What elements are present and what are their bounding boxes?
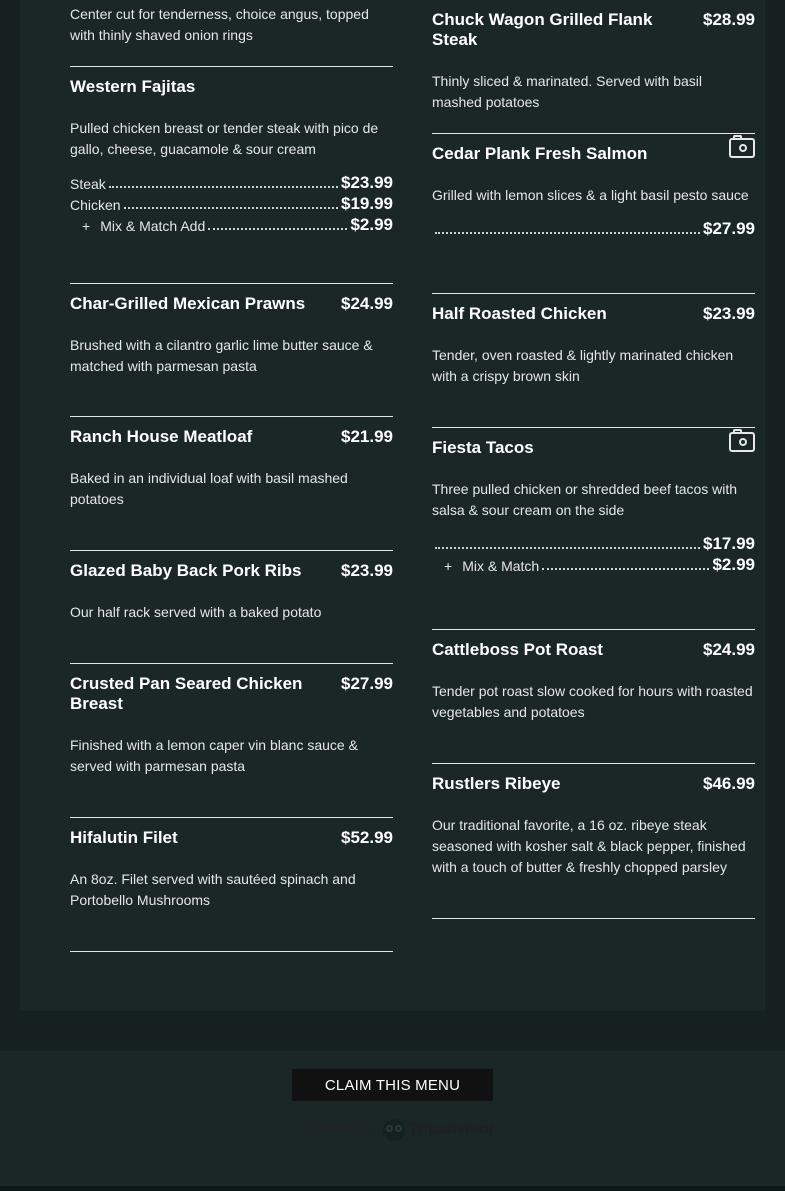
price-option-row <box>432 218 755 239</box>
menu-item-description: Baked in an individual loaf with basil mashed potatoes <box>70 470 348 507</box>
menu-item-header <box>70 828 393 848</box>
tripadvisor-brand: Tripadvisor <box>408 1121 495 1138</box>
footer <box>0 1051 785 1186</box>
dot-leader <box>109 185 338 188</box>
price-option-label: Steak <box>70 176 106 192</box>
menu-item-description: Three pulled chicken or shredded beef tacos with salsa & sour cream on the side <box>432 481 738 518</box>
menu-item-price: $21.99 <box>341 427 393 446</box>
menu-item-header <box>70 294 393 314</box>
bottom-bar <box>0 1186 785 1191</box>
menu-item <box>432 630 755 764</box>
menu-item-name: Char-Grilled Mexican Prawns <box>70 294 306 313</box>
menu-item-description: Our half rack served with a baked potato <box>70 604 322 620</box>
menu-item <box>432 294 755 428</box>
menu-item-header <box>432 774 755 794</box>
menu-item-description: Our traditional favorite, a 16 oz. ribeye steak seasoned with kosher salt & black pepper, finished with a touch of butter & freshly chopped parsley <box>432 817 746 875</box>
price-option-price: $19.99 <box>341 194 393 213</box>
menu-item-header <box>70 674 393 714</box>
menu-item-description: An 8oz. Filet served with sautéed spinach and Portobello Mushrooms <box>70 871 356 908</box>
menu-item-description: Grilled with lemon slices & a light basil pesto sauce <box>432 187 749 203</box>
powered-by-tripadvisor[interactable] <box>294 1117 495 1143</box>
camera-icon[interactable] <box>729 138 755 158</box>
menu-item-header <box>432 304 755 324</box>
plus-icon: + <box>82 218 91 234</box>
menu-item-header <box>70 427 393 447</box>
dot-leader <box>435 546 700 549</box>
menu-item-name: Half Roasted Chicken <box>432 304 607 323</box>
menu-item-name: Cedar Plank Fresh Salmon <box>432 144 648 163</box>
menu-item-name: Crusted Pan Seared Chicken Breast <box>70 674 303 713</box>
menu-item <box>432 764 755 919</box>
camera-icon[interactable] <box>729 432 755 452</box>
tripadvisor-owl-icon <box>383 1119 405 1141</box>
price-option-price: $2.99 <box>350 215 393 234</box>
menu-panel <box>20 0 765 1011</box>
plus-icon: + <box>444 558 453 574</box>
price-option-row <box>70 193 393 214</box>
menu-item-name: Western Fajitas <box>70 77 196 96</box>
menu-item <box>70 284 393 417</box>
menu-item-price: $23.99 <box>703 304 755 323</box>
menu-item-description: Center cut for tenderness, choice angus, topped with thinly shaved onion rings <box>70 6 369 43</box>
menu-item-options <box>432 218 755 239</box>
menu-item-price: $24.99 <box>703 640 755 659</box>
menu-item-name: Ranch House Meatloaf <box>70 427 253 446</box>
menu-item-name: Hifalutin Filet <box>70 828 178 847</box>
menu-item <box>70 67 393 284</box>
menu-item-price: $24.99 <box>341 294 393 313</box>
price-option-price: $2.99 <box>712 555 755 574</box>
menu-item-header <box>432 438 755 458</box>
menu-item-price: $23.99 <box>341 561 393 580</box>
price-option-label: Mix & Match <box>462 558 540 574</box>
price-option-row <box>432 554 755 575</box>
menu-item <box>432 134 755 294</box>
price-option-row <box>70 172 393 193</box>
dot-leader <box>435 231 700 234</box>
menu-item <box>432 428 755 630</box>
menu-item <box>70 818 393 952</box>
menu-item-price: $46.99 <box>703 774 755 793</box>
price-option-price: $17.99 <box>703 534 755 553</box>
price-option-price: $27.99 <box>703 219 755 238</box>
price-option-label: Mix & Match Add <box>100 218 206 234</box>
menu-item-name: Chuck Wagon Grilled Flank Steak <box>432 10 653 49</box>
price-option-row <box>70 214 393 235</box>
menu-item-description: Thinly sliced & marinated. Served with basil mashed potatoes <box>432 73 703 110</box>
claim-menu-button[interactable]: CLAIM THIS MENU <box>292 1069 493 1101</box>
menu-item-price: $27.99 <box>341 674 393 693</box>
powered-by-label: Powered by <box>294 1121 379 1138</box>
menu-item-header <box>432 10 755 50</box>
menu-item-header <box>70 561 393 581</box>
menu-item-description: Brushed with a cilantro garlic lime butter sauce & matched with parmesan pasta <box>70 337 373 374</box>
price-option-price: $23.99 <box>341 173 393 192</box>
menu-item-description: Tender pot roast slow cooked for hours with roasted vegetables and potatoes <box>432 683 753 720</box>
menu-item-name: Rustlers Ribeye <box>432 774 561 793</box>
menu-item-header <box>70 77 393 97</box>
menu-item-name: Glazed Baby Back Pork Ribs <box>70 561 302 580</box>
menu-item-description: Pulled chicken breast or tender steak with pico de gallo, cheese, guacamole & sour cream <box>70 120 379 157</box>
dot-leader <box>208 227 347 230</box>
menu-item-price: $28.99 <box>703 10 755 29</box>
menu-item <box>70 664 393 818</box>
menu-item-name: Cattleboss Pot Roast <box>432 640 603 659</box>
dot-leader <box>542 567 709 570</box>
menu-item <box>70 0 393 67</box>
menu-item-name: Fiesta Tacos <box>432 438 534 457</box>
menu-item-header <box>432 640 755 660</box>
menu-item-header <box>432 144 755 164</box>
menu-item-price: $52.99 <box>341 828 393 847</box>
menu-item-options <box>70 172 393 235</box>
menu-item-description: Tender, oven roasted & lightly marinated chicken with a crispy brown skin <box>432 347 734 384</box>
price-option-row <box>432 533 755 554</box>
dot-leader <box>124 206 338 209</box>
menu-item-description: Finished with a lemon caper vin blanc sauce & served with parmesan pasta <box>70 737 358 774</box>
menu-item <box>70 417 393 551</box>
price-option-label: Chicken <box>70 197 121 213</box>
menu-item <box>432 0 755 134</box>
menu-item <box>70 551 393 664</box>
menu-item-options <box>432 533 755 575</box>
